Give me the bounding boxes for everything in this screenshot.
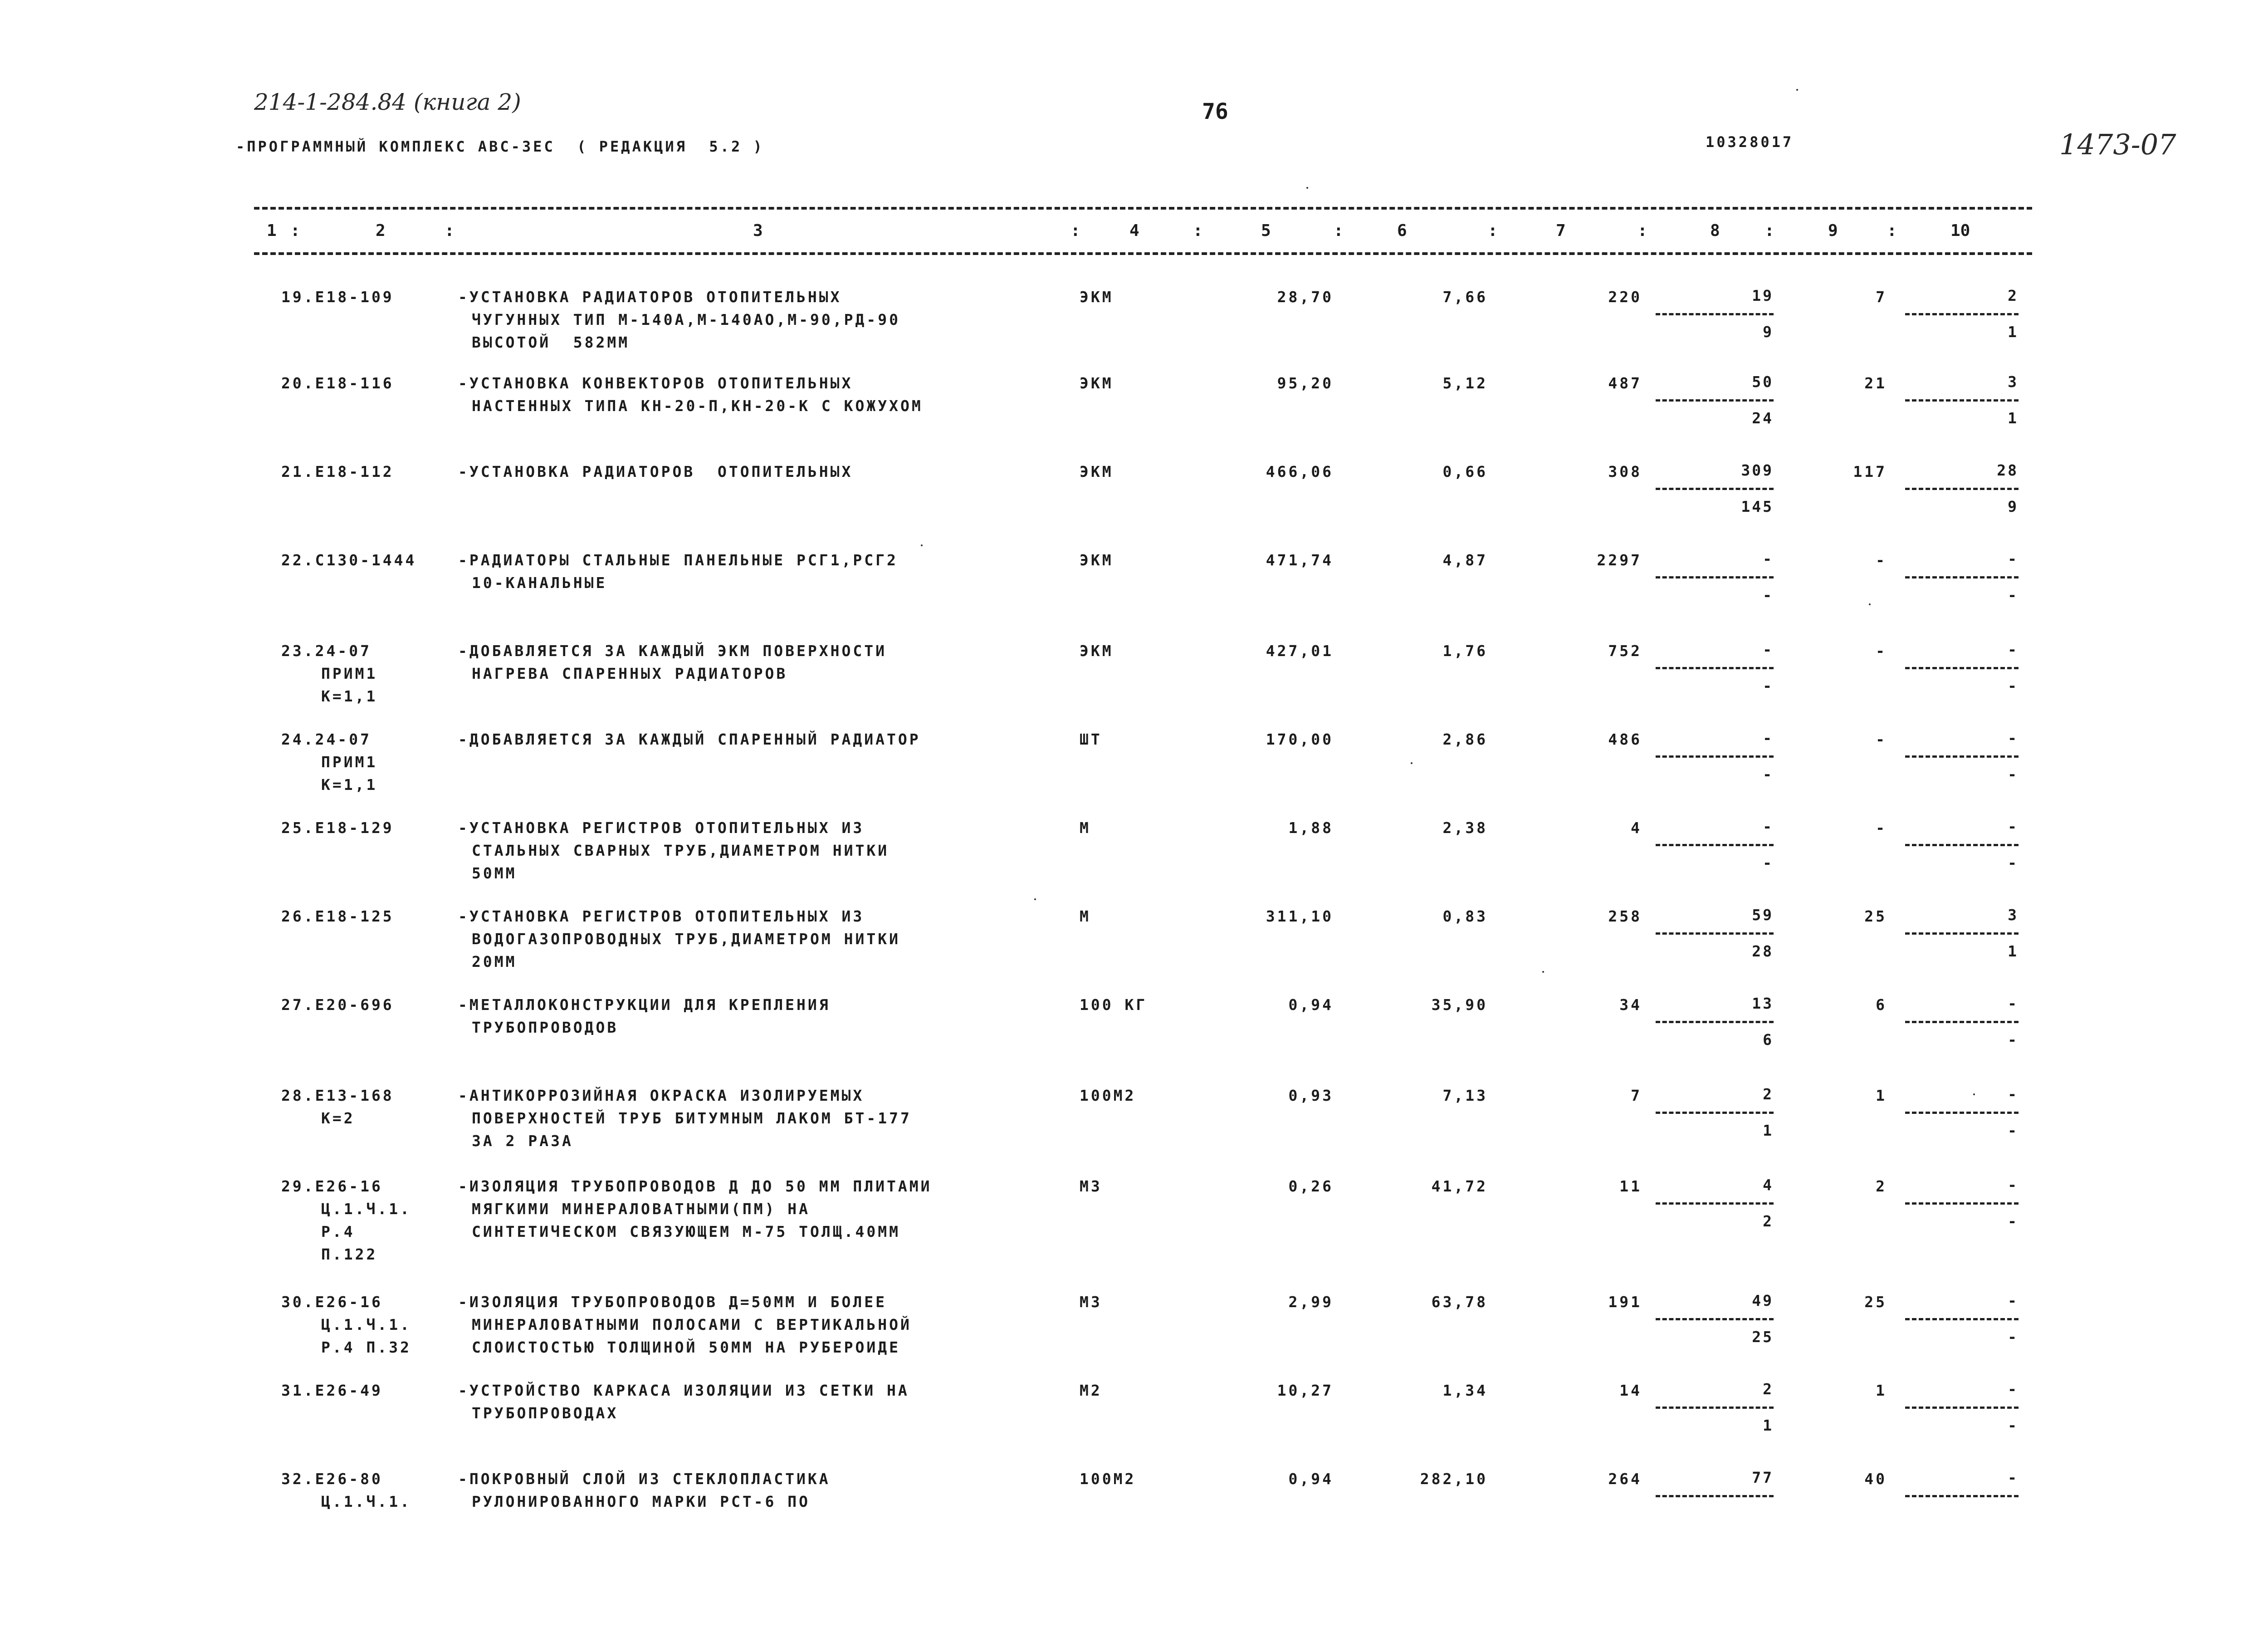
column-10-bottom: -: [2008, 1416, 2019, 1434]
column-separator: :: [1887, 221, 1897, 240]
item-code: 24.24-07: [281, 730, 371, 748]
work-description-line: -МЕТАЛЛОКОНСТРУКЦИИ ДЛЯ КРЕПЛЕНИЯ: [458, 996, 831, 1014]
unit-price: 63,78: [1431, 1293, 1488, 1311]
work-description-line: СТАЛЬНЫХ СВАРНЫХ ТРУБ,ДИАМЕТРОМ НИТКИ: [472, 842, 890, 859]
work-description-line: НАСТЕННЫХ ТИПА КН-20-П,КН-20-К С КОЖУХОМ: [472, 397, 923, 415]
unit: М2: [1080, 1382, 1102, 1399]
column-10-top: 3: [2008, 373, 2019, 391]
column-10-top: 3: [2008, 906, 2019, 924]
page-number: 76: [1202, 99, 1228, 124]
quantity: 1,88: [1288, 819, 1334, 837]
item-code-note: Ц.1.Ч.1.: [321, 1200, 411, 1218]
unit: М: [1080, 907, 1091, 925]
column-10-bottom: -: [2008, 1031, 2019, 1049]
item-code: 23.24-07: [281, 642, 371, 660]
column-separator: :: [1488, 221, 1498, 240]
column-header: 7: [1556, 221, 1566, 240]
unit-price: 7,13: [1442, 1087, 1488, 1104]
column-8-top: -: [1763, 550, 1774, 568]
work-description-line: ЧУГУННЫХ ТИП М-140А,М-140АО,М-90,РД-90: [472, 311, 900, 328]
fraction-bar: [1905, 399, 2019, 402]
total-cost: 752: [1608, 642, 1642, 660]
unit-price: 5,12: [1442, 374, 1488, 392]
fraction-bar: [1656, 844, 1774, 846]
column-9-value: 25: [1864, 1293, 1887, 1311]
column-header: 4: [1129, 221, 1139, 240]
unit-price: 1,76: [1442, 642, 1488, 660]
work-description-line: ТРУБОПРОВОДОВ: [472, 1019, 619, 1036]
column-8-top: 19: [1752, 287, 1774, 304]
item-code-note: Р.4 П.32: [321, 1338, 411, 1356]
fraction-bar: [1656, 1407, 1774, 1409]
column-10-bottom: -: [2008, 677, 2019, 695]
column-header: 9: [1828, 221, 1838, 240]
work-description-line: -ДОБАВЛЯЕТСЯ ЗА КАЖДЫЙ СПАРЕННЫЙ РАДИАТОР: [458, 730, 921, 748]
column-8-top: -: [1763, 729, 1774, 747]
quantity: 0,93: [1288, 1087, 1334, 1104]
work-description-line: ЗА 2 РАЗА: [472, 1132, 573, 1150]
column-9-value: 1: [1876, 1382, 1887, 1399]
fraction-bar: [1905, 576, 2019, 578]
unit: ЭКМ: [1080, 642, 1114, 660]
column-header: 10: [1950, 221, 1970, 240]
unit: ЭКМ: [1080, 463, 1114, 480]
work-description-line: -УСТАНОВКА РАДИАТОРОВ ОТОПИТЕЛЬНЫХ: [458, 288, 842, 306]
work-description-line: 20ММ: [472, 953, 517, 970]
work-description-line: ПОВЕРХНОСТЕЙ ТРУБ БИТУМНЫМ ЛАКОМ БТ-177: [472, 1109, 912, 1127]
item-code: 32.Е26-80: [281, 1470, 383, 1488]
column-8-top: 4: [1763, 1176, 1774, 1194]
unit: 100М2: [1080, 1470, 1136, 1488]
fraction-bar: [1905, 488, 2019, 490]
header-rule-top: [254, 207, 2032, 210]
column-10-top: -: [2008, 1292, 2019, 1309]
column-8-bottom: -: [1763, 765, 1774, 783]
column-9-value: 25: [1864, 907, 1887, 925]
fraction-bar: [1656, 755, 1774, 758]
unit-price: 0,83: [1442, 907, 1488, 925]
column-8-top: 2: [1763, 1085, 1774, 1103]
item-code-note: К=1,1: [321, 687, 378, 705]
column-10-bottom: 1: [2008, 942, 2019, 960]
column-8-bottom: 1: [1763, 1416, 1774, 1434]
work-description-line: -ИЗОЛЯЦИЯ ТРУБОПРОВОДОВ Д=50ММ И БОЛЕЕ: [458, 1293, 887, 1311]
column-header: 2: [376, 221, 386, 240]
item-code: 26.Е18-125: [281, 907, 394, 925]
total-cost: 486: [1608, 730, 1642, 748]
fraction-bar: [1656, 399, 1774, 402]
column-9-value: 117: [1853, 463, 1887, 480]
quantity: 0,94: [1288, 1470, 1334, 1488]
column-10-top: 2: [2008, 287, 2019, 304]
fraction-bar: [1905, 667, 2019, 669]
total-cost: 4: [1631, 819, 1642, 837]
column-10-bottom: 1: [2008, 409, 2019, 427]
fraction-bar: [1905, 844, 2019, 846]
column-9-value: -: [1876, 642, 1887, 660]
total-cost: 11: [1619, 1177, 1642, 1195]
item-code: 21.Е18-112: [281, 463, 394, 480]
quantity: 0,26: [1288, 1177, 1334, 1195]
column-8-bottom: 9: [1763, 323, 1774, 341]
work-description-line: ВЫСОТОЙ 582ММ: [472, 333, 630, 351]
quantity: 28,70: [1277, 288, 1334, 306]
column-8-bottom: 6: [1763, 1031, 1774, 1049]
column-10-bottom: -: [2008, 765, 2019, 783]
column-9-value: 7: [1876, 288, 1887, 306]
unit: 100М2: [1080, 1087, 1136, 1104]
work-description-line: -АНТИКОРРОЗИЙНАЯ ОКРАСКА ИЗОЛИРУЕМЫХ: [458, 1087, 865, 1104]
column-9-value: 21: [1864, 374, 1887, 392]
work-description-line: МИНЕРАЛОВАТНЫМИ ПОЛОСАМИ С ВЕРТИКАЛЬНОЙ: [472, 1316, 912, 1333]
item-code: 22.С130-1444: [281, 551, 417, 569]
fraction-bar: [1905, 1202, 2019, 1205]
column-10-top: -: [2008, 729, 2019, 747]
item-code-note: ПРИМ1: [321, 753, 378, 771]
fraction-bar: [1905, 932, 2019, 935]
column-8-top: 77: [1752, 1469, 1774, 1486]
column-8-bottom: -: [1763, 854, 1774, 872]
column-10-top: -: [2008, 550, 2019, 568]
work-description-line: ВОДОГАЗОПРОВОДНЫХ ТРУБ,ДИАМЕТРОМ НИТКИ: [472, 930, 900, 948]
column-9-value: -: [1876, 551, 1887, 569]
total-cost: 258: [1608, 907, 1642, 925]
column-10-bottom: 9: [2008, 498, 2019, 515]
column-8-top: 49: [1752, 1292, 1774, 1309]
unit-price: 1,34: [1442, 1382, 1488, 1399]
column-9-value: -: [1876, 819, 1887, 837]
item-code: 30.Е26-16: [281, 1293, 383, 1311]
work-description-line: СИНТЕТИЧЕСКОМ СВЯЗУЮЩЕМ М-75 ТОЛЩ.40ММ: [472, 1223, 900, 1240]
unit-price: 41,72: [1431, 1177, 1488, 1195]
fraction-bar: [1656, 667, 1774, 669]
quantity: 471,74: [1266, 551, 1334, 569]
column-header: 8: [1710, 221, 1720, 240]
unit-price: 2,86: [1442, 730, 1488, 748]
column-separator: :: [1765, 221, 1774, 240]
column-header: 6: [1397, 221, 1407, 240]
document-number: 10328017: [1706, 133, 1794, 151]
total-cost: 7: [1631, 1087, 1642, 1104]
column-8-bottom: 25: [1752, 1328, 1774, 1346]
column-10-bottom: -: [2008, 1212, 2019, 1230]
item-code: 27.Е20-696: [281, 996, 394, 1014]
fraction-bar: [1905, 313, 2019, 315]
column-10-top: 28: [1997, 461, 2019, 479]
column-10-bottom: -: [2008, 854, 2019, 872]
item-code: 31.Е26-49: [281, 1382, 383, 1399]
total-cost: 14: [1619, 1382, 1642, 1399]
document-code: 214-1-284.84: [254, 89, 406, 115]
quantity: 0,94: [1288, 996, 1334, 1014]
column-header: 1: [267, 221, 277, 240]
work-description-line: -РАДИАТОРЫ СТАЛЬНЫЕ ПАНЕЛЬНЫЕ РСГ1,РСГ2: [458, 551, 898, 569]
column-10-top: -: [2008, 641, 2019, 658]
column-9-value: 6: [1876, 996, 1887, 1014]
work-description-line: 50ММ: [472, 864, 517, 882]
column-separator: :: [445, 221, 455, 240]
work-description-line: -УСТАНОВКА РЕГИСТРОВ ОТОПИТЕЛЬНЫХ ИЗ: [458, 907, 865, 925]
column-8-bottom: 145: [1741, 498, 1774, 515]
unit-price: 35,90: [1431, 996, 1488, 1014]
item-code-note: К=2: [321, 1109, 355, 1127]
column-8-top: 50: [1752, 373, 1774, 391]
column-separator: :: [1334, 221, 1344, 240]
column-8-top: 13: [1752, 995, 1774, 1012]
work-description-line: 10-КАНАЛЬНЫЕ: [472, 574, 607, 592]
column-10-bottom: -: [2008, 586, 2019, 604]
column-separator: :: [1193, 221, 1203, 240]
quantity: 466,06: [1266, 463, 1334, 480]
unit: ЭКМ: [1080, 374, 1114, 392]
column-8-top: 2: [1763, 1380, 1774, 1398]
unit-price: 0,66: [1442, 463, 1488, 480]
column-8-top: -: [1763, 641, 1774, 658]
work-description-line: -УСТАНОВКА РЕГИСТРОВ ОТОПИТЕЛЬНЫХ ИЗ: [458, 819, 865, 837]
column-8-bottom: 24: [1752, 409, 1774, 427]
item-code: 28.Е13-168: [281, 1087, 394, 1104]
work-description-line: -ИЗОЛЯЦИЯ ТРУБОПРОВОДОВ Д ДО 50 ММ ПЛИТАМИ: [458, 1177, 932, 1195]
work-description-line: -ПОКРОВНЫЙ СЛОЙ ИЗ СТЕКЛОПЛАСТИКА: [458, 1470, 831, 1488]
column-10-top: -: [2008, 1085, 2019, 1103]
quantity: 95,20: [1277, 374, 1334, 392]
table-column-header: [254, 221, 2032, 247]
quantity: 2,99: [1288, 1293, 1334, 1311]
fraction-bar: [1905, 1407, 2019, 1409]
column-9-value: 40: [1864, 1470, 1887, 1488]
fraction-bar: [1656, 313, 1774, 315]
fraction-bar: [1656, 1202, 1774, 1205]
handwritten-document-code: [254, 89, 521, 115]
fraction-bar: [1656, 1318, 1774, 1320]
item-code: 25.Е18-129: [281, 819, 394, 837]
item-code-note: К=1,1: [321, 776, 378, 794]
fraction-bar: [1905, 1318, 2019, 1320]
fraction-bar: [1656, 932, 1774, 935]
column-8-bottom: 28: [1752, 942, 1774, 960]
column-10-top: -: [2008, 818, 2019, 835]
unit: М3: [1080, 1293, 1102, 1311]
column-8-top: 59: [1752, 906, 1774, 924]
unit: М: [1080, 819, 1091, 837]
column-8-bottom: -: [1763, 677, 1774, 695]
item-code-note: Ц.1.Ч.1.: [321, 1493, 411, 1510]
column-10-top: -: [2008, 1176, 2019, 1194]
column-10-bottom: 1: [2008, 323, 2019, 341]
fraction-bar: [1656, 1021, 1774, 1023]
column-10-top: -: [2008, 1469, 2019, 1486]
total-cost: 487: [1608, 374, 1642, 392]
unit-price: 4,87: [1442, 551, 1488, 569]
column-8-top: -: [1763, 818, 1774, 835]
unit: М3: [1080, 1177, 1102, 1195]
program-info-line: -ПРОГРАММНЫЙ КОМПЛЕКС АВС-ЗЕС ( РЕДАКЦИЯ 5.2 ): [236, 138, 764, 155]
book-note: (книга 2): [413, 89, 521, 115]
fraction-bar: [1656, 1112, 1774, 1114]
column-10-bottom: -: [2008, 1122, 2019, 1139]
fraction-bar: [1656, 488, 1774, 490]
column-header: 3: [753, 221, 763, 240]
fraction-bar: [1905, 755, 2019, 758]
total-cost: 2297: [1597, 551, 1642, 569]
work-description-line: -УСТАНОВКА РАДИАТОРОВ ОТОПИТЕЛЬНЫХ: [458, 463, 853, 480]
total-cost: 264: [1608, 1470, 1642, 1488]
unit: ШТ: [1080, 730, 1102, 748]
unit: ЭКМ: [1080, 551, 1114, 569]
handwritten-sheet-number: 1473-07: [2059, 128, 2176, 161]
total-cost: 191: [1608, 1293, 1642, 1311]
quantity: 311,10: [1266, 907, 1334, 925]
work-description-line: -УСТРОЙСТВО КАРКАСА ИЗОЛЯЦИИ ИЗ СЕТКИ НА: [458, 1382, 909, 1399]
work-description-line: РУЛОНИРОВАННОГО МАРКИ РСТ-6 ПО: [472, 1493, 811, 1510]
item-code: 19.Е18-109: [281, 288, 394, 306]
work-description-line: СЛОИСТОСТЬЮ ТОЛЩИНОЙ 50ММ НА РУБЕРОИДЕ: [472, 1338, 900, 1356]
total-cost: 34: [1619, 996, 1642, 1014]
unit-price: 7,66: [1442, 288, 1488, 306]
item-code: 20.Е18-116: [281, 374, 394, 392]
column-10-top: -: [2008, 995, 2019, 1012]
fraction-bar: [1656, 1495, 1774, 1497]
column-separator: :: [1637, 221, 1647, 240]
total-cost: 308: [1608, 463, 1642, 480]
column-8-top: 309: [1741, 461, 1774, 479]
column-10-bottom: -: [2008, 1328, 2019, 1346]
unit-price: 2,38: [1442, 819, 1488, 837]
item-code: 29.Е26-16: [281, 1177, 383, 1195]
column-9-value: 1: [1876, 1087, 1887, 1104]
work-description-line: -УСТАНОВКА КОНВЕКТОРОВ ОТОПИТЕЛЬНЫХ: [458, 374, 853, 392]
item-code-note: Р.4: [321, 1223, 355, 1240]
fraction-bar: [1905, 1021, 2019, 1023]
column-10-top: -: [2008, 1380, 2019, 1398]
item-code-note: П.122: [321, 1245, 378, 1263]
unit: ЭКМ: [1080, 288, 1114, 306]
column-9-value: -: [1876, 730, 1887, 748]
column-8-bottom: 2: [1763, 1212, 1774, 1230]
unit-price: 282,10: [1420, 1470, 1488, 1488]
column-8-bottom: -: [1763, 586, 1774, 604]
unit: 100 КГ: [1080, 996, 1148, 1014]
column-9-value: 2: [1876, 1177, 1887, 1195]
quantity: 10,27: [1277, 1382, 1334, 1399]
column-8-bottom: 1: [1763, 1122, 1774, 1139]
work-description-line: НАГРЕВА СПАРЕННЫХ РАДИАТОРОВ: [472, 665, 788, 682]
fraction-bar: [1656, 576, 1774, 578]
fraction-bar: [1905, 1495, 2019, 1497]
fraction-bar: [1905, 1112, 2019, 1114]
item-code-note: ПРИМ1: [321, 665, 378, 682]
item-code-note: Ц.1.Ч.1.: [321, 1316, 411, 1333]
total-cost: 220: [1608, 288, 1642, 306]
column-header: 5: [1261, 221, 1271, 240]
quantity: 170,00: [1266, 730, 1334, 748]
column-separator: :: [1070, 221, 1080, 240]
quantity: 427,01: [1266, 642, 1334, 660]
work-description-line: ТРУБОПРОВОДАХ: [472, 1404, 619, 1422]
work-description-line: -ДОБАВЛЯЕТСЯ ЗА КАЖДЫЙ ЭКМ ПОВЕРХНОСТИ: [458, 642, 887, 660]
column-separator: :: [290, 221, 300, 240]
header-rule-bottom: [254, 252, 2032, 255]
work-description-line: МЯГКИМИ МИНЕРАЛОВАТНЫМИ(ПМ) НА: [472, 1200, 811, 1218]
